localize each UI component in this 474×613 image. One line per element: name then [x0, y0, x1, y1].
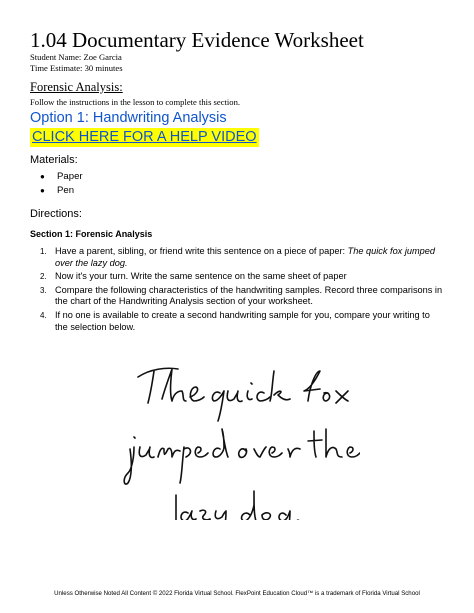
materials-label: Materials: [30, 154, 78, 166]
step-text: If no one is available to create a second handwriting sample for you, compare your writing to the selection below. [55, 309, 430, 332]
step-item [40, 310, 445, 333]
step-text: Compare the following characteristics of the handwriting samples. Record three comparisons in the chart of the Handwriting Analysis section of your worksheet. [55, 284, 443, 307]
step-item [40, 246, 445, 269]
section1-title: Section 1: Forensic Analysis [30, 229, 153, 239]
step-item [40, 271, 445, 283]
forensic-analysis-heading: Forensic Analysis: [30, 80, 123, 94]
bullet-icon: ● [40, 172, 45, 181]
step-number: 1. [40, 247, 47, 256]
handwriting-sample [110, 345, 360, 520]
copyright-footer: Unless Otherwise Noted All Content © 2022 Florida Virtual School. FlexPoint Education Cloud™ is a trademark of Florida Virtual School [54, 590, 420, 597]
step-text: Have a parent, sibling, or friend write this sentence on a piece of paper: [55, 246, 348, 256]
option-title: Option 1: Handwriting Analysis [30, 110, 227, 126]
materials-list [40, 170, 83, 198]
list-item [40, 170, 83, 184]
step-number: 2. [40, 272, 47, 282]
document-title: 1.04 Documentary Evidence Worksheet [30, 28, 364, 52]
step-text: Now it's your turn. Write the same sentence on the same sheet of paper [55, 271, 347, 282]
time-estimate: Time Estimate: 30 minutes [30, 63, 123, 73]
bullet-icon: ● [40, 186, 45, 195]
material-label: Paper [57, 171, 83, 182]
step-item [40, 285, 445, 308]
help-video-link[interactable]: CLICK HERE FOR A HELP VIDEO [32, 129, 257, 145]
list-item [40, 184, 83, 198]
material-label: Pen [57, 185, 75, 196]
step-number: 3. [40, 285, 47, 295]
period-mark [296, 519, 299, 520]
directions-steps [40, 246, 445, 335]
section-instruction: Follow the instructions in the lesson to complete this section. [30, 97, 241, 107]
sample-sentence: The quick fox jumped over the lazy dog. [55, 246, 435, 268]
student-name: Student Name: Zoe Garcia [30, 52, 122, 62]
step-number: 4. [40, 310, 47, 320]
directions-label: Directions: [30, 208, 82, 220]
